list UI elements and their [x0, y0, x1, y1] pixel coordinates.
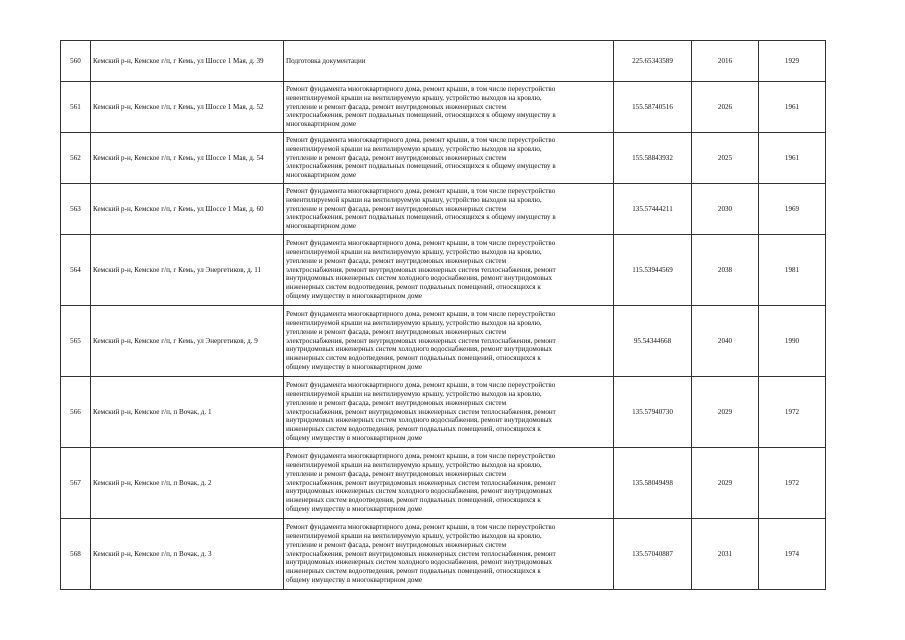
- row-number: 567: [61, 448, 91, 519]
- planned-year-cell: 2038: [692, 235, 759, 306]
- planned-year-cell: 2029: [692, 448, 759, 519]
- works-cell: Ремонт фундамента многоквартирного дома, ремонт крыши, в том числе переустройство невентилируемой крыши на вентилируемую крышу, устройство выходов на кровлю, утепление и ремонт фасада, ремонт внутридомовых инженерных систем электроснабжения, ремонт подвальных помещений, относящихся к общему имуществу в многоквартирном доме: [284, 184, 614, 235]
- address-cell: Кемский р-н, Кемское г/п, г Кемь, ул Энергетиков, д. 11: [91, 235, 284, 306]
- build-year-cell: 1961: [759, 133, 826, 184]
- cost-cell: 225.65343589: [614, 41, 692, 82]
- table-row: [61, 41, 826, 82]
- cost-cell: 135.57040887: [614, 519, 692, 590]
- table-row: [61, 82, 826, 133]
- address-cell: Кемский р-н, Кемское г/п, г Кемь, ул Шоссе 1 Мая, д. 52: [91, 82, 284, 133]
- address-cell: Кемский р-н, Кемское г/п, г Кемь, ул Энергетиков, д. 9: [91, 306, 284, 377]
- planned-year-cell: 2016: [692, 41, 759, 82]
- works-cell: Ремонт фундамента многоквартирного дома, ремонт крыши, в том числе переустройство невентилируемой крыши на вентилируемую крышу, устройство выходов на кровлю, утепление и ремонт фасада, ремонт внутридомовых инженерных систем электроснабжения, ремонт внутридомовых инженерных систем теплоснабжения, ремонт внутридомовых инженерных систем холодного водоснабжения, ремонт внутридомовых инженерных систем водоотведения, ремонт подвальных помещений, относящихся к общему имуществу в многоквартирном доме: [284, 235, 614, 306]
- table-row: [61, 306, 826, 377]
- row-number: 566: [61, 377, 91, 448]
- table-row: [61, 184, 826, 235]
- planned-year-cell: 2026: [692, 82, 759, 133]
- build-year-cell: 1990: [759, 306, 826, 377]
- table-row: [61, 448, 826, 519]
- row-number: 564: [61, 235, 91, 306]
- cost-cell: 155.58740516: [614, 82, 692, 133]
- table-row: [61, 519, 826, 590]
- cost-cell: 135.57444211: [614, 184, 692, 235]
- cost-cell: 95.54344668: [614, 306, 692, 377]
- address-cell: Кемский р-н, Кемское г/п, п Вочак, д. 1: [91, 377, 284, 448]
- works-cell: Ремонт фундамента многоквартирного дома, ремонт крыши, в том числе переустройство невентилируемой крыши на вентилируемую крышу, устройство выходов на кровлю, утепление и ремонт фасада, ремонт внутридомовых инженерных систем электроснабжения, ремонт подвальных помещений, относящихся к общему имуществу в многоквартирном доме: [284, 82, 614, 133]
- build-year-cell: 1969: [759, 184, 826, 235]
- planned-year-cell: 2029: [692, 377, 759, 448]
- build-year-cell: 1974: [759, 519, 826, 590]
- build-year-cell: 1972: [759, 377, 826, 448]
- cost-cell: 115.53944569: [614, 235, 692, 306]
- planned-year-cell: 2030: [692, 184, 759, 235]
- planned-year-cell: 2040: [692, 306, 759, 377]
- works-cell: Ремонт фундамента многоквартирного дома, ремонт крыши, в том числе переустройство невентилируемой крыши на вентилируемую крышу, устройство выходов на кровлю, утепление и ремонт фасада, ремонт внутридомовых инженерных систем электроснабжения, ремонт внутридомовых инженерных систем теплоснабжения, ремонт внутридомовых инженерных систем холодного водоснабжения, ремонт внутридомовых инженерных систем водоотведения, ремонт подвальных помещений, относящихся к общему имуществу в многоквартирном доме: [284, 448, 614, 519]
- works-cell: Ремонт фундамента многоквартирного дома, ремонт крыши, в том числе переустройство невентилируемой крыши на вентилируемую крышу, устройство выходов на кровлю, утепление и ремонт фасада, ремонт внутридомовых инженерных систем электроснабжения, ремонт внутридомовых инженерных систем теплоснабжения, ремонт внутридомовых инженерных систем холодного водоснабжения, ремонт внутридомовых инженерных систем водоотведения, ремонт подвальных помещений, относящихся к общему имуществу в многоквартирном доме: [284, 519, 614, 590]
- table-row: [61, 133, 826, 184]
- table-row: [61, 235, 826, 306]
- row-number: 561: [61, 82, 91, 133]
- build-year-cell: 1972: [759, 448, 826, 519]
- address-cell: Кемский р-н, Кемское г/п, г Кемь, ул Шоссе 1 Мая, д. 54: [91, 133, 284, 184]
- cost-cell: 135.57940730: [614, 377, 692, 448]
- build-year-cell: 1981: [759, 235, 826, 306]
- cost-cell: 135.58049498: [614, 448, 692, 519]
- capital-repair-table: [60, 40, 826, 590]
- address-cell: Кемский р-н, Кемское г/п, п Вочак, д. 3: [91, 519, 284, 590]
- cost-cell: 155.58843932: [614, 133, 692, 184]
- works-cell: Ремонт фундамента многоквартирного дома, ремонт крыши, в том числе переустройство невентилируемой крыши на вентилируемую крышу, устройство выходов на кровлю, утепление и ремонт фасада, ремонт внутридомовых инженерных систем электроснабжения, ремонт подвальных помещений, относящихся к общему имуществу в многоквартирном доме: [284, 133, 614, 184]
- works-cell: Ремонт фундамента многоквартирного дома, ремонт крыши, в том числе переустройство невентилируемой крыши на вентилируемую крышу, устройство выходов на кровлю, утепление и ремонт фасада, ремонт внутридомовых инженерных систем электроснабжения, ремонт внутридомовых инженерных систем теплоснабжения, ремонт внутридомовых инженерных систем холодного водоснабжения, ремонт внутридомовых инженерных систем водоотведения, ремонт подвальных помещений, относящихся к общему имуществу в многоквартирном доме: [284, 306, 614, 377]
- planned-year-cell: 2025: [692, 133, 759, 184]
- address-cell: Кемский р-н, Кемское г/п, г Кемь, ул Шоссе 1 Мая, д. 39: [91, 41, 284, 82]
- planned-year-cell: 2031: [692, 519, 759, 590]
- row-number: 563: [61, 184, 91, 235]
- table-row: [61, 377, 826, 448]
- row-number: 562: [61, 133, 91, 184]
- row-number: 565: [61, 306, 91, 377]
- address-cell: Кемский р-н, Кемское г/п, г Кемь, ул Шоссе 1 Мая, д. 60: [91, 184, 284, 235]
- build-year-cell: 1929: [759, 41, 826, 82]
- row-number: 560: [61, 41, 91, 82]
- row-number: 568: [61, 519, 91, 590]
- address-cell: Кемский р-н, Кемское г/п, п Вочак, д. 2: [91, 448, 284, 519]
- works-cell: Ремонт фундамента многоквартирного дома, ремонт крыши, в том числе переустройство невентилируемой крыши на вентилируемую крышу, устройство выходов на кровлю, утепление и ремонт фасада, ремонт внутридомовых инженерных систем электроснабжения, ремонт внутридомовых инженерных систем теплоснабжения, ремонт внутридомовых инженерных систем холодного водоснабжения, ремонт внутридомовых инженерных систем водоотведения, ремонт подвальных помещений, относящихся к общему имуществу в многоквартирном доме: [284, 377, 614, 448]
- build-year-cell: 1961: [759, 82, 826, 133]
- works-cell: Подготовка документации: [284, 41, 614, 82]
